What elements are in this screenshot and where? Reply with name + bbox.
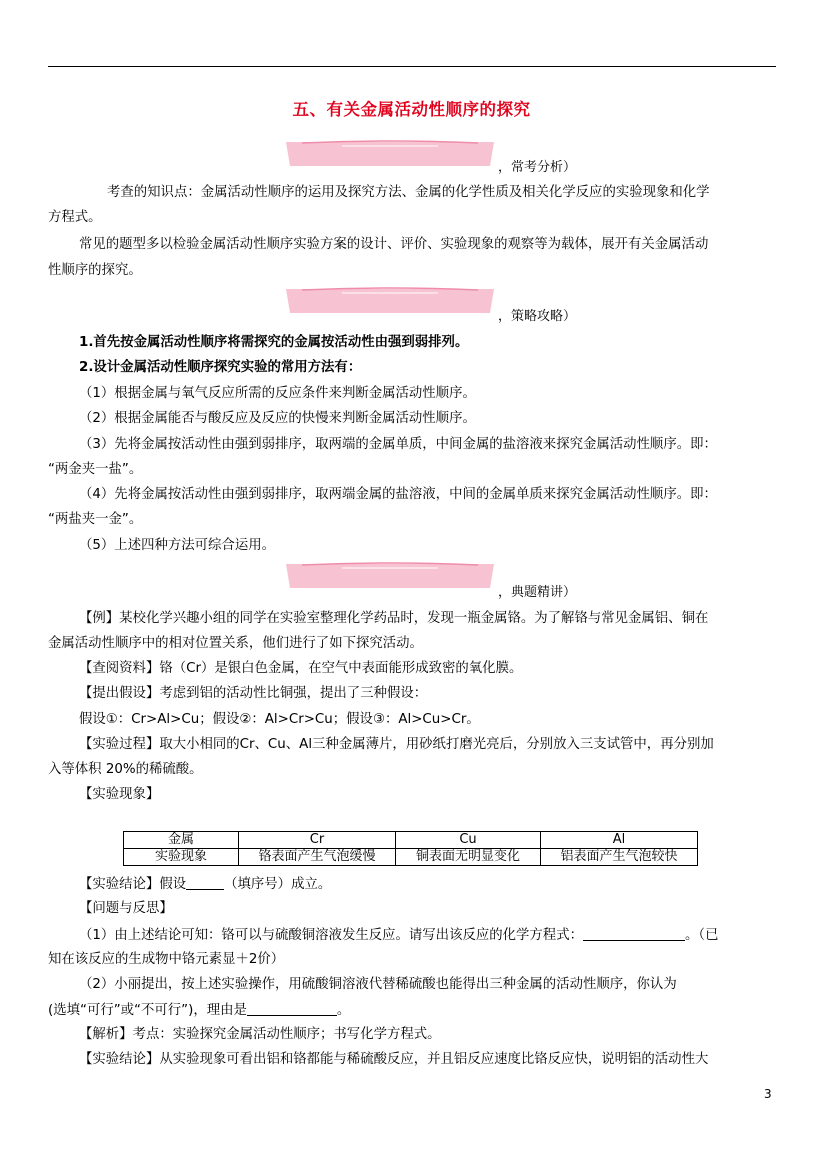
reflection-q1 [79, 926, 718, 945]
page-title: 五、有关金属活动性顺序的探究 [292, 100, 531, 119]
section-label-analysis: ，常考分析） [498, 160, 577, 175]
answer-blank [247, 1001, 337, 1016]
reflection-q1-text: （1）由上述结论可知：铬可以与硫酸铜溶液发生反应。请写出该反应的化学方程式： [79, 928, 583, 943]
analysis-answer: 【解析】考点：实验探究金属活动性顺序；书写化学方程式。 [79, 1027, 441, 1042]
reflection-q1-note: 知在该反应的生成物中铬元素显＋2价） [48, 952, 285, 967]
table-header-cell: Cr [239, 832, 396, 849]
table-row [124, 849, 698, 866]
reflection-heading: 【问题与反思】 [79, 901, 173, 916]
example-resources: 【查阅资料】铬（Cr）是银白色金属，在空气中表面能形成致密的氧化膜。 [79, 661, 523, 676]
table-header-cell: 金属 [124, 832, 239, 849]
page-number: 3 [764, 1087, 772, 1101]
table-cell: 铝表面产生气泡较快 [541, 849, 698, 866]
results-table [123, 831, 698, 866]
header-rule [48, 66, 776, 67]
strategy-method-3-tail: “两金夹一盐”。 [48, 462, 143, 477]
table-cell: 实验现象 [124, 849, 239, 866]
table-cell: 铜表面无明显变化 [396, 849, 541, 866]
strategy-method-1: （1）根据金属与氧气反应所需的反应条件来判断金属活动性顺序。 [79, 386, 476, 401]
strategy-method-5: （5）上述四种方法可综合运用。 [79, 538, 275, 553]
strategy-method-4: （4）先将金属按活动性由强到弱排序，取两端金属的盐溶液，中间的金属单质来探究金属活动性顺序。即： [79, 487, 717, 502]
banner-decoration-icon [282, 287, 498, 315]
section-label-example: ，典题精讲） [498, 585, 577, 600]
banner-decoration-icon [282, 140, 498, 168]
example-line-2: 金属活动性顺序中的相对位置关系，他们进行了如下探究活动。 [48, 636, 423, 651]
example-hypothesis: 【提出假设】考虑到铝的活动性比铜强，提出了三种假设： [79, 686, 428, 701]
strategy-point-1: 1.首先按金属活动性顺序将需探究的金属按活动性由强到弱排列。 [79, 335, 469, 350]
reflection-q2-text: (选填“可行”或“不可行”)，理由是 [48, 1003, 247, 1018]
analysis-line-1: 考查的知识点：金属活动性顺序的运用及探究方法、金属的化学性质及相关化学反应的实验现象和化学 [107, 185, 710, 200]
analysis-line-3: 常见的题型多以检验金属活动性顺序实验方案的设计、评价、实验现象的观察等为载体，展开有关金属活动 [79, 237, 709, 252]
strategy-method-3: （3）先将金属按活动性由强到弱排序，取两端的金属单质，中间金属的盐溶液来探究金属活动性顺序。即： [79, 437, 717, 452]
example-hypotheses-list: 假设①：Cr>Al>Cu；假设②：Al>Cr>Cu；假设③：Al>Cu>Cr。 [79, 712, 480, 727]
answer-blank [583, 926, 685, 941]
example-phenomenon-heading: 【实验现象】 [79, 787, 160, 802]
section-label-strategy: ，策略攻略） [498, 309, 577, 324]
strategy-method-4-tail: “两盐夹一金”。 [48, 512, 143, 527]
banner-decoration-icon [282, 562, 498, 590]
reflection-q2-end: 。 [336, 1003, 351, 1018]
conclusion-text-tail: （填序号）成立。 [224, 877, 332, 892]
conclusion-answer: 【实验结论】从实验现象可看出铝和铬都能与稀硫酸反应，并且铝反应速度比铬反应快，说明铝的活动性大 [79, 1052, 709, 1067]
strategy-method-2: （2）根据金属能否与酸反应及反应的快慢来判断金属活动性顺序。 [79, 411, 476, 426]
reflection-q2-tail [48, 1001, 350, 1020]
reflection-q1-tail: 。（已 [684, 928, 719, 943]
reflection-q2: （2）小丽提出，按上述实验操作，用硫酸铜溶液代替稀硫酸也能得出三种金属的活动性顺序，你认为 [79, 977, 677, 992]
example-line-1: 【例】某校化学兴趣小组的同学在实验室整理化学药品时，发现一瓶金属铬。为了解铬与常见金属铝、铜在 [79, 611, 709, 626]
table-row [124, 832, 698, 849]
example-procedure-tail: 入等体积 20%的稀硫酸。 [48, 762, 203, 777]
strategy-point-2: 2.设计金属活动性顺序探究实验的常用方法有： [79, 360, 362, 375]
conclusion-text: 【实验结论】假设 [79, 877, 187, 892]
conclusion-line [79, 875, 331, 894]
analysis-line-4: 性顺序的探究。 [48, 263, 142, 278]
table-cell: 铬表面产生气泡缓慢 [239, 849, 396, 866]
table-header-cell: Cu [396, 832, 541, 849]
table-header-cell: Al [541, 832, 698, 849]
answer-blank [186, 875, 224, 890]
example-procedure: 【实验过程】取大小相同的Cr、Cu、Al三种金属薄片，用砂纸打磨光亮后，分别放入三支试管中，再分别加 [79, 737, 714, 752]
analysis-line-2: 方程式。 [48, 210, 102, 225]
